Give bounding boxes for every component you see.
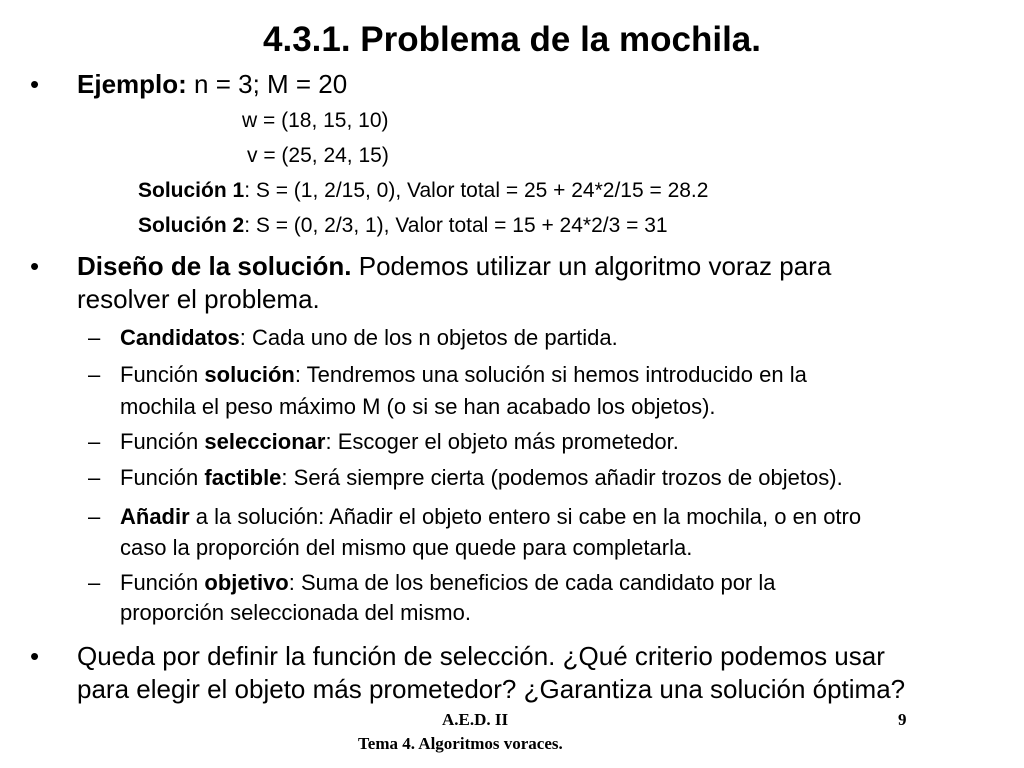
solucion-label: solución [204,362,295,387]
solution-2-label: Solución 2 [138,214,245,237]
item-objetivo-line-2: proporción seleccionada del mismo. [120,600,471,625]
ejemplo-line [77,68,347,100]
dash-icon: – [88,465,101,490]
item-candidatos [120,322,618,354]
factible-prefix: Función [120,465,205,490]
dash-icon: – [88,429,101,454]
ejemplo-values: v = (25, 24, 15) [247,144,389,167]
objetivo-prefix: Función [120,570,205,595]
footer-topic: Tema 4. Algoritmos voraces. [358,734,563,753]
dash-icon: – [88,570,101,595]
dash-icon: – [88,362,101,387]
solucion-text: : Tendremos una solución si hemos introducido en la [294,362,807,387]
dash-icon: – [88,504,101,529]
item-anadir-line-2: caso la proporción del mismo que quede para completarla. [120,535,693,560]
seleccionar-prefix: Función [120,429,205,454]
diseno-line-2: resolver el problema. [77,284,320,314]
bullet-icon: • [30,641,40,671]
ejemplo-solution-1 [138,174,708,208]
footer-course: A.E.D. II [442,710,509,729]
item-objetivo [120,567,776,599]
ejemplo-label: Ejemplo: [77,69,187,99]
item-solucion-line-2: mochila el peso máximo M (o si se han acabado los objetos). [120,394,716,419]
factible-label: factible [204,465,282,490]
queda-line-2: para elegir el objeto más prometedor? ¿Garantiza una solución óptima? [77,674,906,704]
solution-2-text: : S = (0, 2/3, 1), Valor total = 15 + 24*2/3 = 31 [244,214,668,237]
diseno-label: Diseño de la solución. [77,251,352,281]
dash-icon: – [88,325,101,350]
bullet-icon: • [30,69,40,99]
footer-page-number: 9 [898,710,907,729]
anadir-text: a la solución: Añadir el objeto entero si cabe en la mochila, o en otro [189,504,862,529]
candidatos-label: Candidatos [120,325,240,350]
diseno-text: Podemos utilizar un algoritmo voraz para [351,251,832,281]
candidatos-text: : Cada uno de los n objetos de partida. [239,325,618,350]
solution-1-label: Solución 1 [138,179,245,202]
seleccionar-label: seleccionar [204,429,326,454]
slide-title: 4.3.1. Problema de la mochila. [263,20,761,59]
solution-1-text: : S = (1, 2/15, 0), Valor total = 25 + 24*2/15 = 28.2 [244,179,709,202]
item-anadir [120,501,861,533]
diseno-line-1 [77,250,831,282]
factible-text: : Será siempre cierta (podemos añadir trozos de objetos). [281,465,843,490]
item-factible [120,462,843,494]
item-seleccionar [120,426,679,458]
anadir-label: Añadir [120,504,190,529]
ejemplo-text: n = 3; M = 20 [186,69,348,99]
item-solucion [120,359,807,391]
seleccionar-text: : Escoger el objeto más prometedor. [325,429,679,454]
objetivo-label: objetivo [204,570,289,595]
solucion-prefix: Función [120,362,205,387]
ejemplo-weights: w = (18, 15, 10) [242,109,389,132]
objetivo-text: : Suma de los beneficios de cada candidato por la [288,570,776,595]
bullet-icon: • [30,251,40,281]
queda-line-1: Queda por definir la función de selección. ¿Qué criterio podemos usar [77,641,885,671]
ejemplo-solution-2 [138,209,668,243]
